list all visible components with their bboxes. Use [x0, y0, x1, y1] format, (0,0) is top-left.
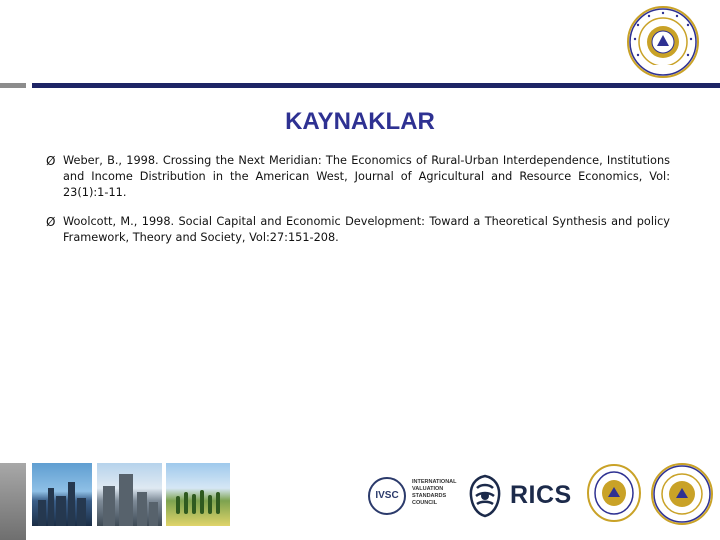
arrow-bullet-icon: Ø: [46, 215, 56, 229]
reference-item: [46, 153, 670, 201]
rics-logo-text: RICS: [510, 481, 572, 509]
reference-text: Weber, B., 1998. Crossing the Next Meridian: The Economics of Rural-Urban Interdependence, Institutions and Income Distribution in the American West, Journal of Agricultural and Resource Economics, Vol: 23(1):1-11.: [63, 154, 670, 199]
footer-gray-block: [0, 463, 26, 540]
reference-list: [46, 153, 670, 259]
footer-banner: [0, 463, 720, 540]
ivsc-caption: INTERNATIONAL VALUATION STANDARDS COUNCIL: [412, 479, 457, 506]
ivsc-mark: IVSC: [368, 477, 406, 515]
reference-text: Woolcott, M., 1998. Social Capital and Economic Development: Toward a Theoretical Synthesis and policy Framework, Theory and Society, Vol:27:151-208.: [63, 215, 670, 244]
rics-lion-icon: [467, 474, 503, 518]
countryside-photo: [166, 463, 230, 526]
ivsc-logo: [368, 477, 460, 517]
office-towers-photo: [97, 463, 162, 526]
city-skyline-photo: [32, 463, 92, 526]
university-seal-icon: [586, 463, 642, 523]
top-bar-gray-segment: [0, 83, 26, 88]
university-seal-logo: [627, 6, 699, 78]
arrow-bullet-icon: Ø: [46, 154, 56, 168]
university-seal-icon: [651, 463, 713, 525]
reference-item: [46, 214, 670, 246]
top-bar-navy-segment: [32, 83, 720, 88]
slide-title: KAYNAKLAR: [285, 108, 435, 135]
